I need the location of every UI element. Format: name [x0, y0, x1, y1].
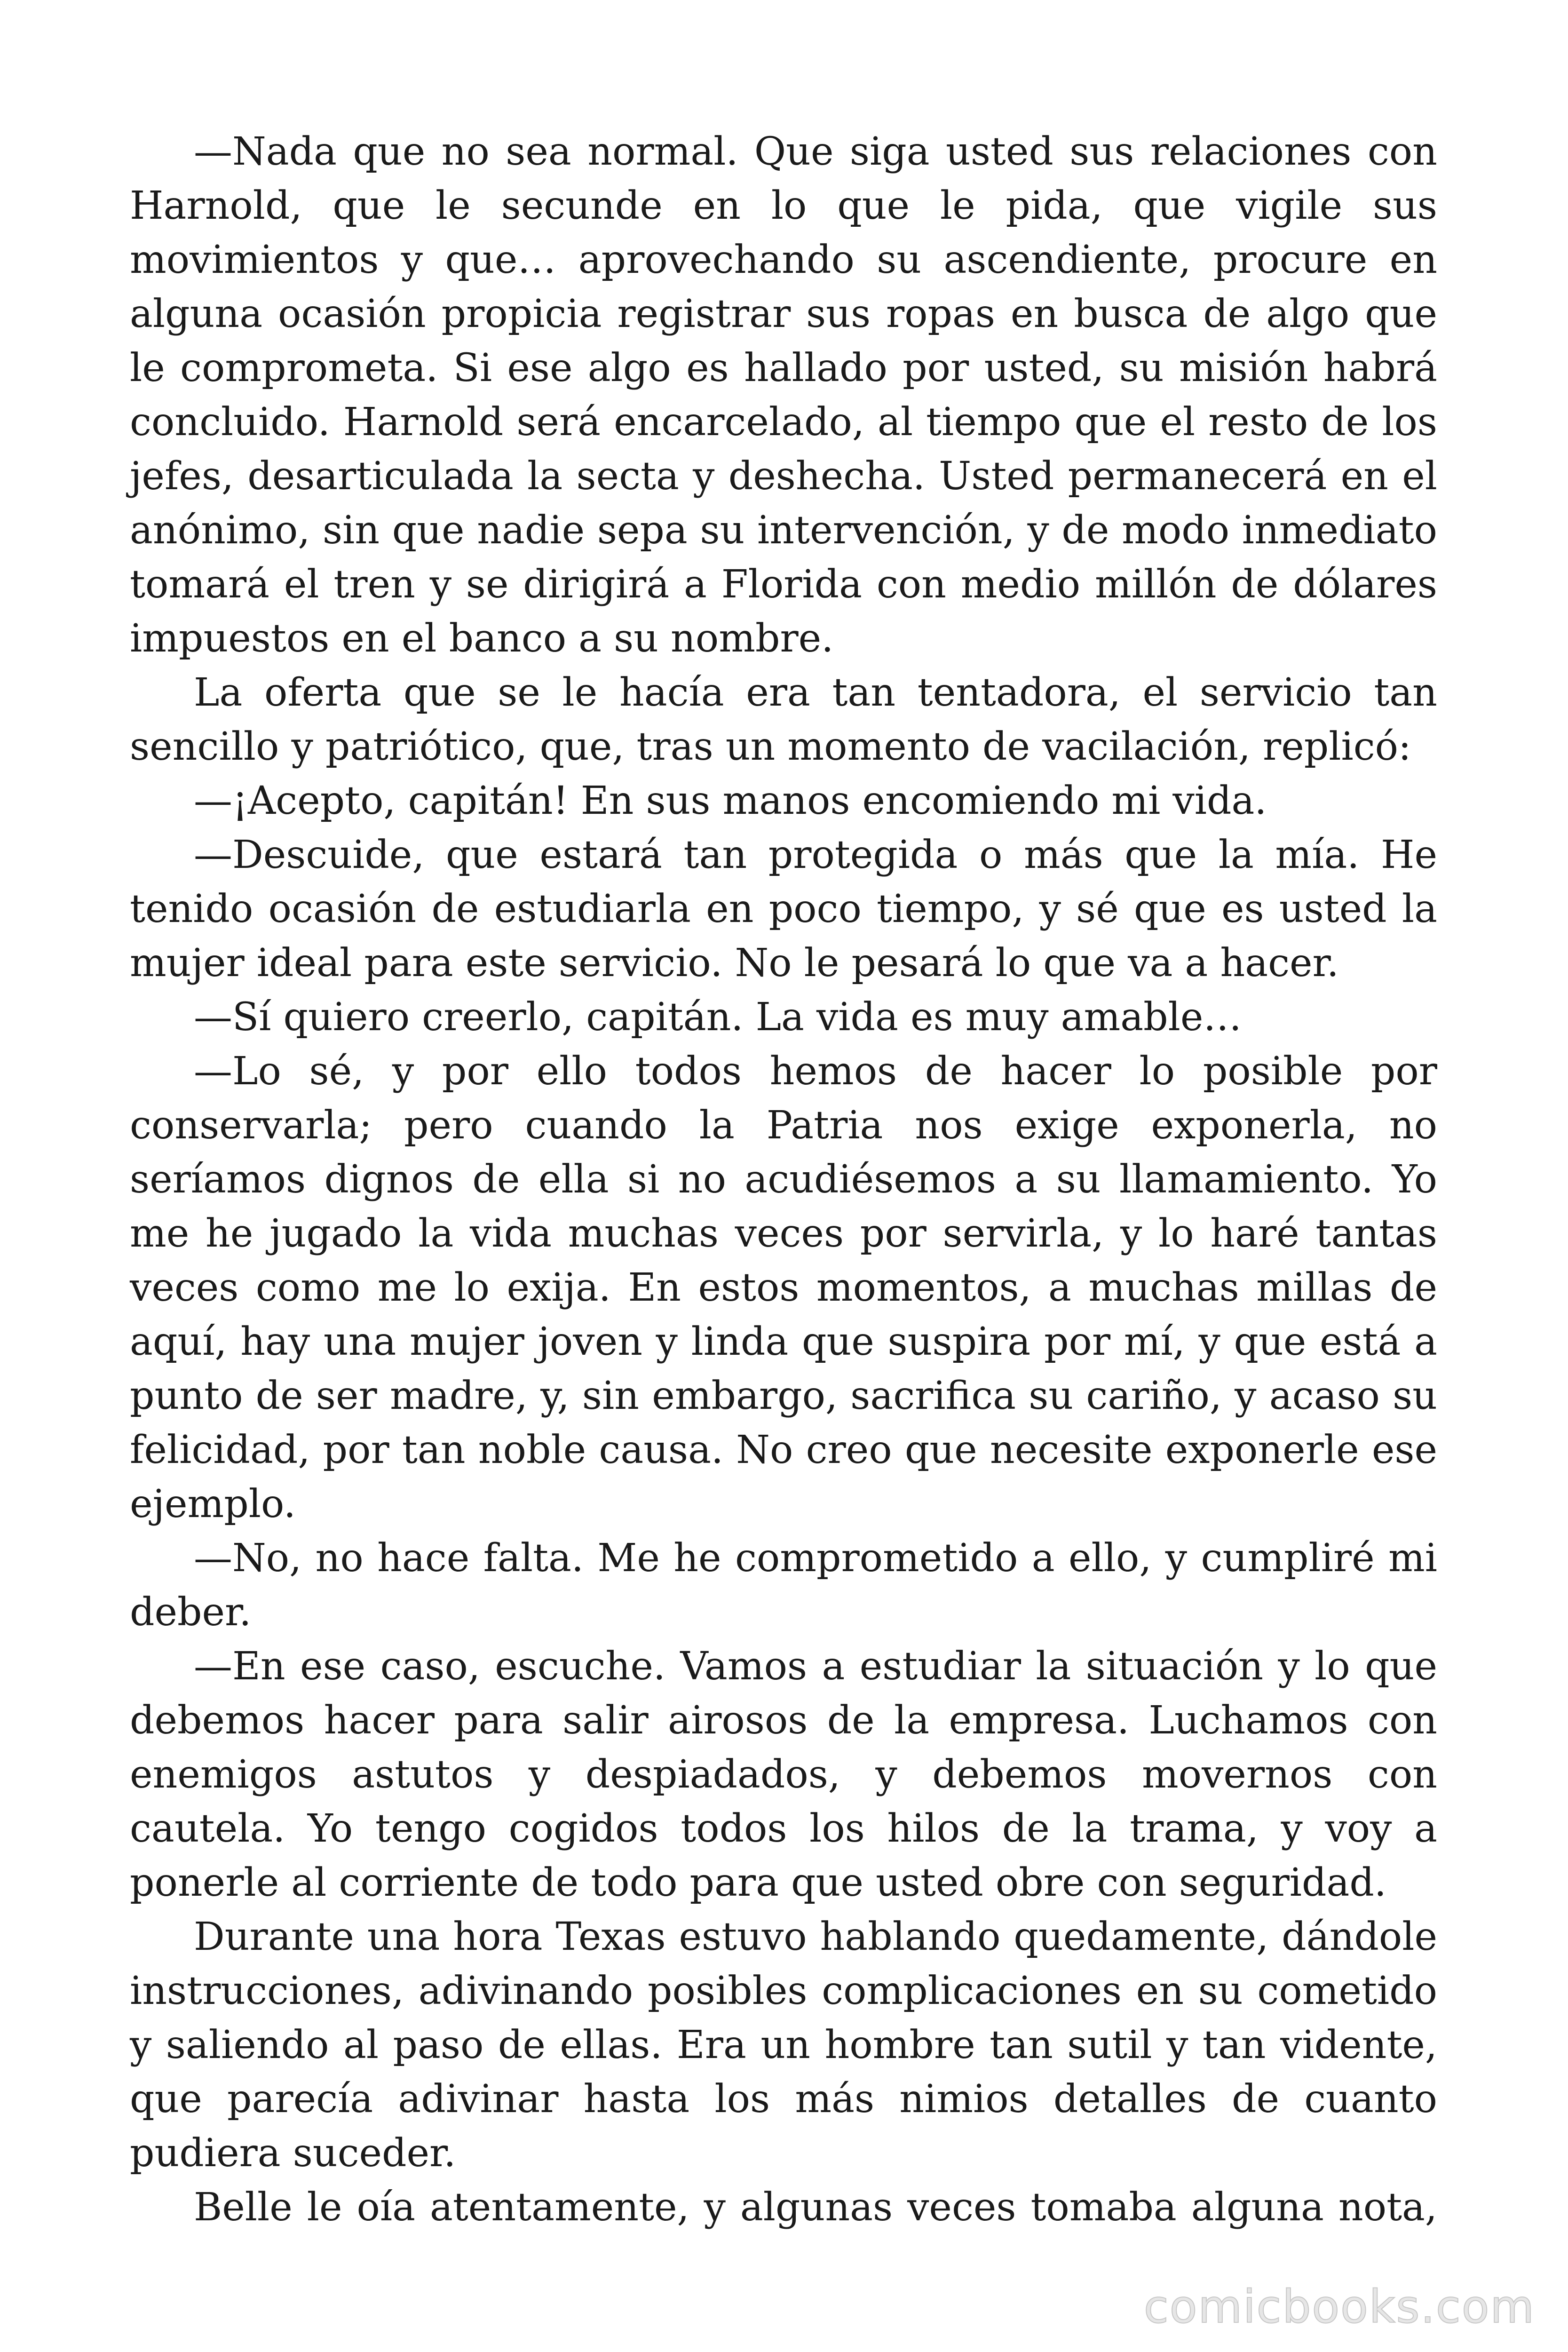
paragraph: —¡Acepto, capitán! En sus manos encomiendo mi vida.: [194, 779, 1267, 823]
paragraph: —No, no hace falta. Me he comprometido a ello, y cumpliré mi deber.: [130, 1536, 1437, 1635]
paragraph-last: Belle le oía atentamente, y algunas veces tomaba alguna nota,: [194, 2185, 1437, 2230]
paragraph: —Descuide, que estará tan protegida o más que la mía. He tenido ocasión de estudiarla en poco tiempo, y sé que es usted la mujer ideal para este servicio. No le pesará lo que va a hacer.: [130, 833, 1437, 985]
watermark: comicbooks.com: [1143, 2280, 1535, 2333]
paragraph: —Nada que no sea normal. Que siga usted sus relaciones con Harnold, que le secunde en lo que le pida, que vigile sus movimientos y que… aprovechando su ascendiente, procure en alguna ocasión propicia registrar sus ropas en busca de algo que le comprometa. Si ese algo es hallado por usted, su misión habrá concluido. Harnold será encarcelado, al tiempo que el resto de los jefes, desarticulada la secta y deshecha. Usted permanecerá en el anónimo, sin que nadie sepa su intervención, y de modo inmediato tomará el tren y se dirigirá a Florida con medio millón de dólares impuestos en el banco a su nombre.: [130, 129, 1437, 661]
page-body: [130, 125, 1437, 2234]
paragraph: —En ese caso, escuche. Vamos a estudiar la situación y lo que debemos hacer para salir airosos de la empresa. Luchamos con enemigos astutos y despiadados, y debemos movernos con cautela. Yo tengo cogidos todos los hilos de la trama, y voy a ponerle al corriente de todo para que usted obre con seguridad.: [130, 1644, 1437, 1905]
paragraph: La oferta que se le hacía era tan tentadora, el servicio tan sencillo y patriótico, que, tras un momento de vacilación, replicó:: [130, 670, 1437, 769]
paragraph: Durante una hora Texas estuvo hablando quedamente, dándole instrucciones, adivinando posibles complicaciones en su cometido y saliendo al paso de ellas. Era un hombre tan sutil y tan vidente, que parecía adivinar hasta los más nimios detalles de cuanto pudiera suceder.: [130, 1915, 1437, 2176]
paragraph: —Sí quiero creerlo, capitán. La vida es muy amable…: [194, 995, 1242, 1040]
paragraph: —Lo sé, y por ello todos hemos de hacer lo posible por conservarla; pero cuando la Patria nos exige exponerla, no seríamos dignos de ella si no acudiésemos a su llamamiento. Yo me he jugado la vida muchas veces por servirla, y lo haré tantas veces como me lo exija. En estos momentos, a muchas millas de aquí, hay una mujer joven y linda que suspira por mí, y que está a punto de ser madre, y, sin embargo, sacrifica su cariño, y acaso su felicidad, por tan noble causa. No creo que necesite exponerle ese ejemplo.: [130, 1049, 1437, 1526]
